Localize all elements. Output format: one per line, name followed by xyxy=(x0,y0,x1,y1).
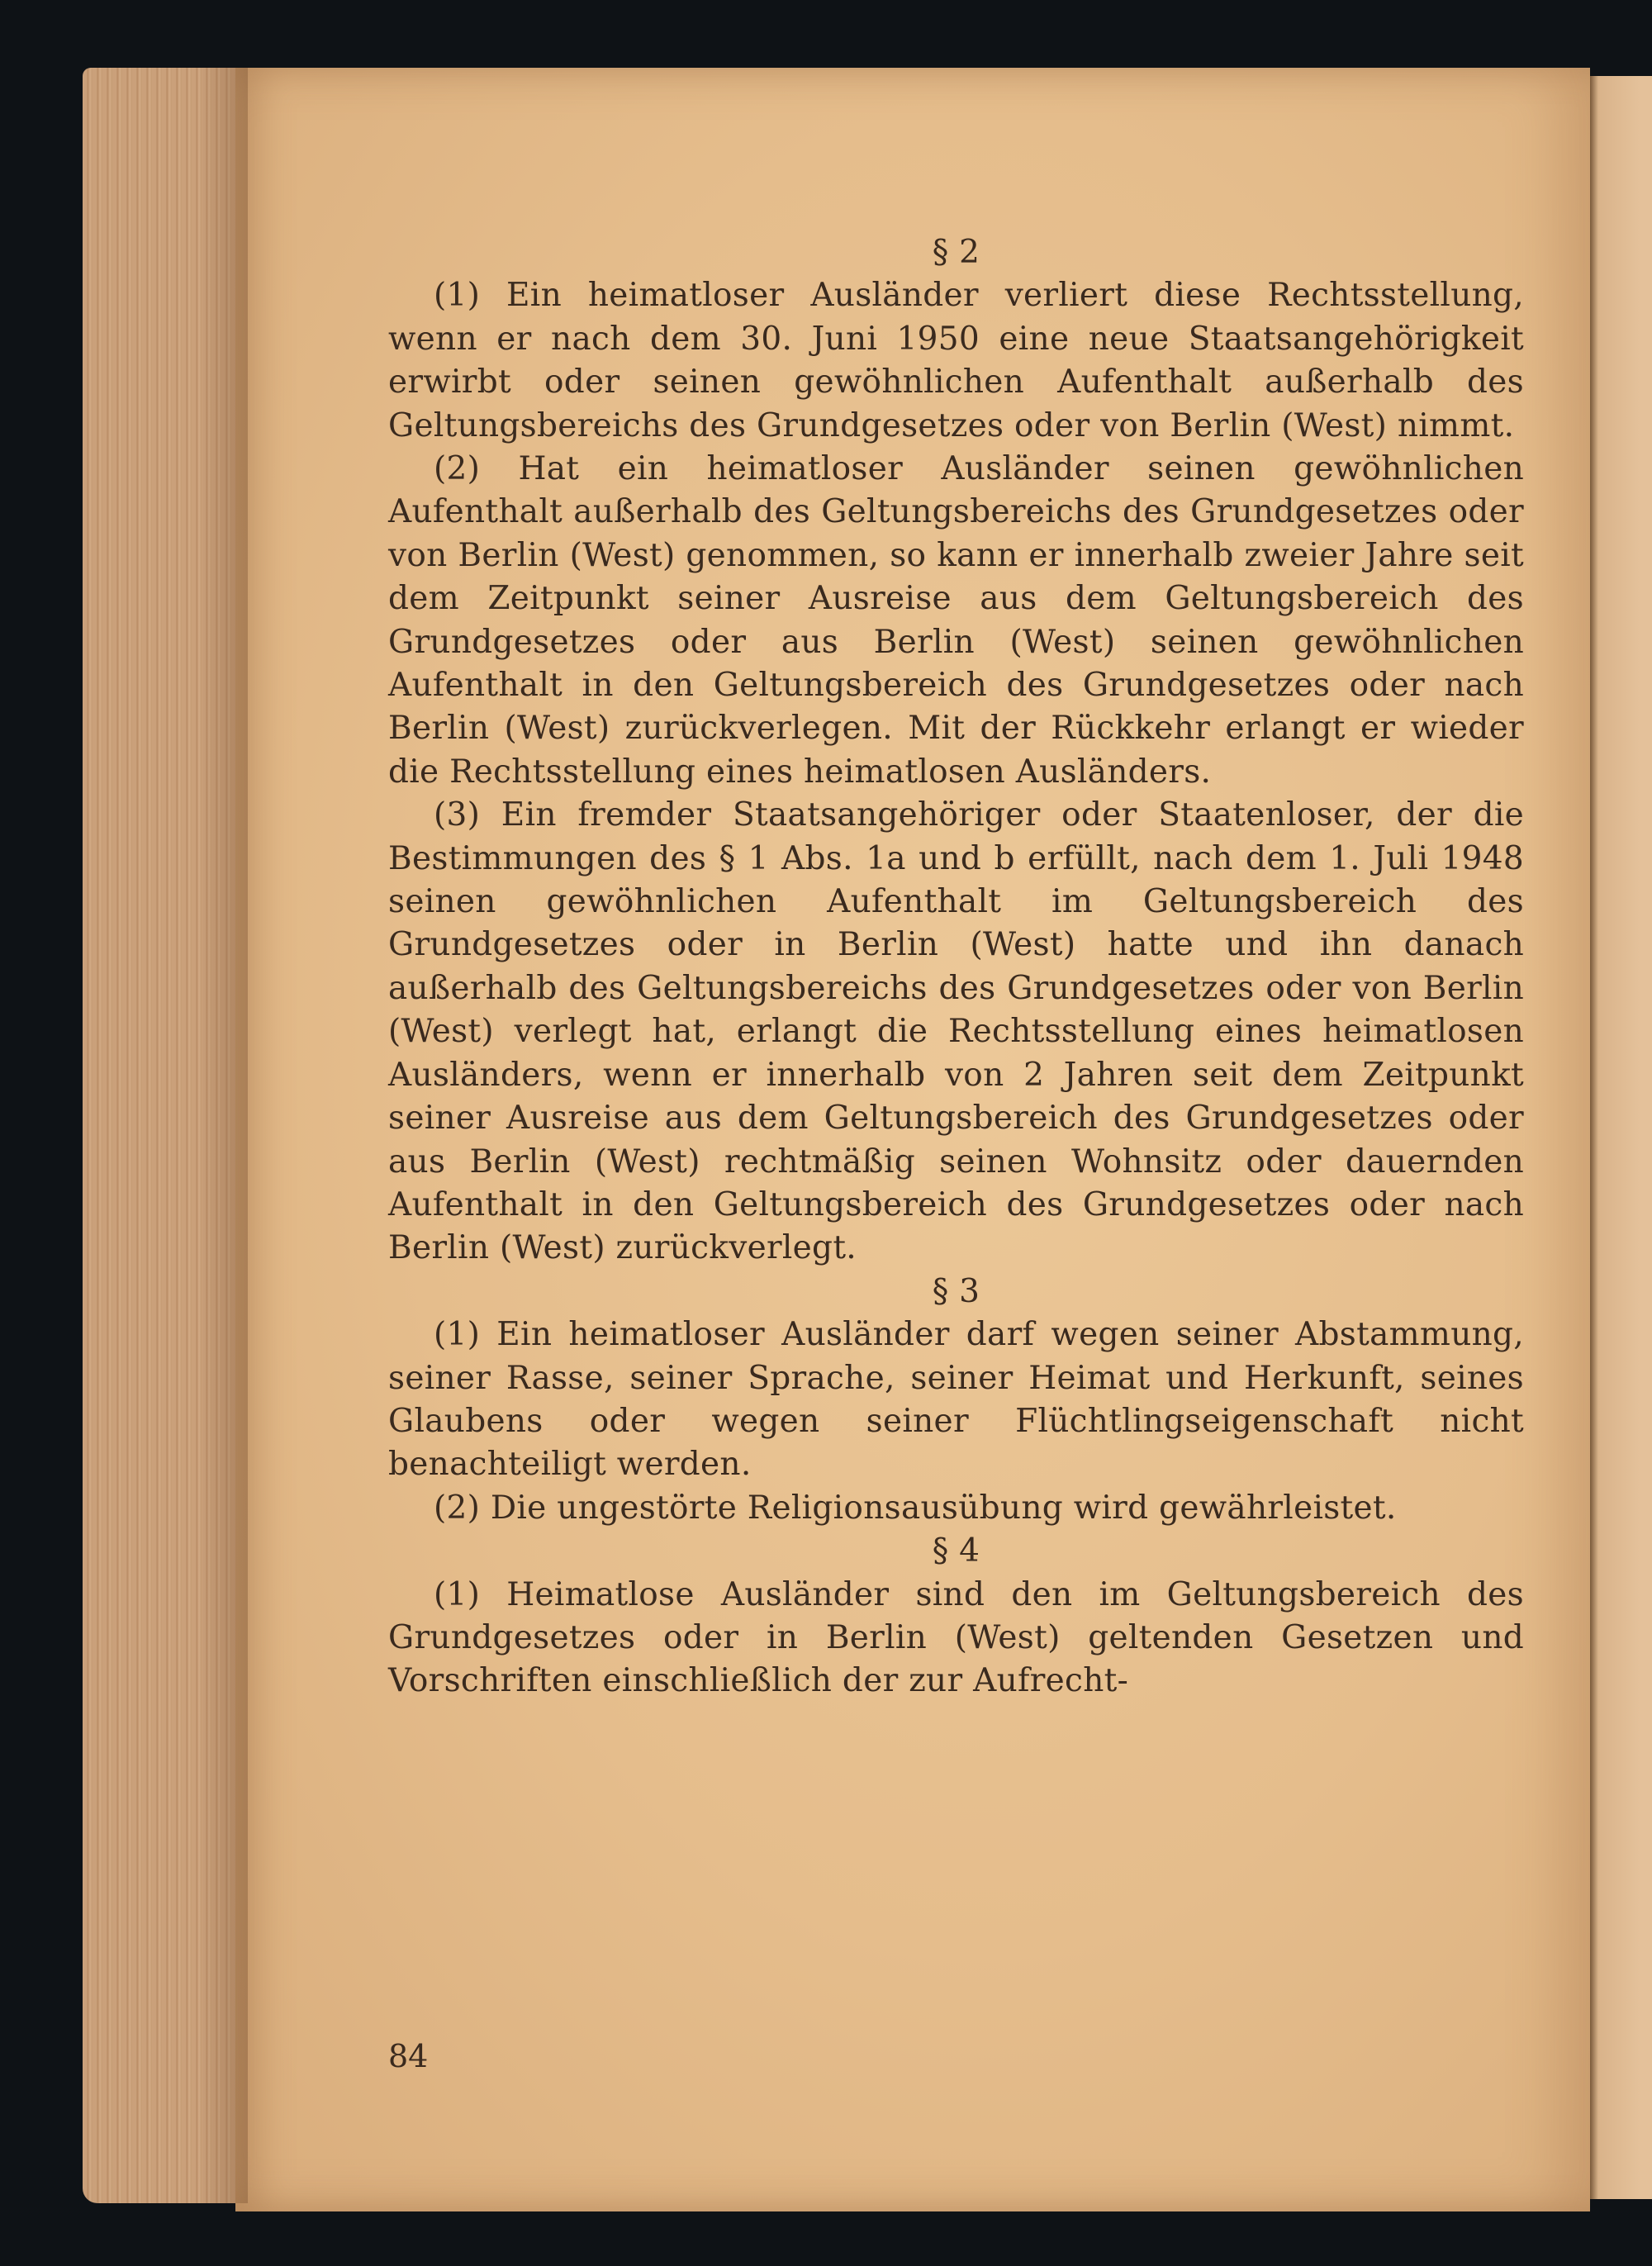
facing-page-edge xyxy=(1590,76,1652,2199)
section-heading: § 4 xyxy=(932,1532,980,1570)
section-3 xyxy=(388,1271,1524,1530)
section-heading: § 2 xyxy=(932,234,980,271)
paragraph: (2) Hat ein heimatloser Ausländer seinen gewöhnlichen Aufenthalt außerhalb des Geltungsbereichs des Grundgesetzes oder von Berlin (West) genommen, so kann er innerhalb zweier Jahre seit dem Zeitpunkt seiner Ausreise aus dem Geltungsbereich des Grundgesetzes oder aus Berlin (West) seinen gewöhnlichen Aufenthalt in den Geltungsbereich des Grundgesetzes oder nach Berlin (West) zurückverlegen. Mit der Rückkehr erlangt er wieder die Rechtsstellung eines heimatlosen Ausländers. xyxy=(388,450,1524,791)
section-4 xyxy=(388,1530,1524,1703)
paragraph: (2) Die ungestörte Religionsausübung wird gewährleistet. xyxy=(434,1489,1397,1527)
section-heading: § 3 xyxy=(932,1272,980,1310)
section-2 xyxy=(388,231,1524,1271)
gutter-shadow xyxy=(198,68,248,2203)
paragraph: (1) Heimatlose Ausländer sind den im Geltungsbereich des Grundgesetzes oder in Berlin (West) geltenden Gesetzen und Vorschriften einschließlich der zur Aufrecht- xyxy=(388,1575,1524,1700)
page-text-block xyxy=(388,231,1524,1703)
paragraph: (1) Ein heimatloser Ausländer verliert diese Rechtsstellung, wenn er nach dem 30. Juni 1950 eine neue Staatsangehörigkeit erwirbt oder seinen gewöhnlichen Aufenthalt außerhalb des Geltungsbereichs des Grundgesetzes oder von Berlin (West) nimmt. xyxy=(388,277,1524,444)
paragraph: (3) Ein fremder Staatsangehöriger oder Staatenloser, der die Bestimmungen des § 1 Abs. 1a und b erfüllt, nach dem 1. Juli 1948 seinen gewöhnlichen Aufenthalt im Geltungsbereich des Grundgesetzes oder in Berlin (West) hatte und ihn danach außerhalb des Geltungsbereichs des Grundgesetzes oder von Berlin (West) verlegt hat, erlangt die Rechtsstellung eines heimatlosen Ausländers, wenn er innerhalb von 2 Jahren seit dem Zeitpunkt seiner Ausreise aus dem Geltungsbereich des Grundgesetzes oder aus Berlin (West) rechtmäßig seinen Wohnsitz oder dauernden Aufenthalt in den Geltungsbereich des Grundgesetzes oder nach Berlin (West) zurückverlegt. xyxy=(388,796,1524,1267)
page-number: 84 xyxy=(388,2038,429,2074)
paragraph: (1) Ein heimatloser Ausländer darf wegen seiner Abstammung, seiner Rasse, seiner Sprache, seiner Heimat und Herkunft, seines Glaubens oder wegen seiner Flüchtlingseigenschaft nicht benachteiligt werden. xyxy=(388,1316,1524,1484)
